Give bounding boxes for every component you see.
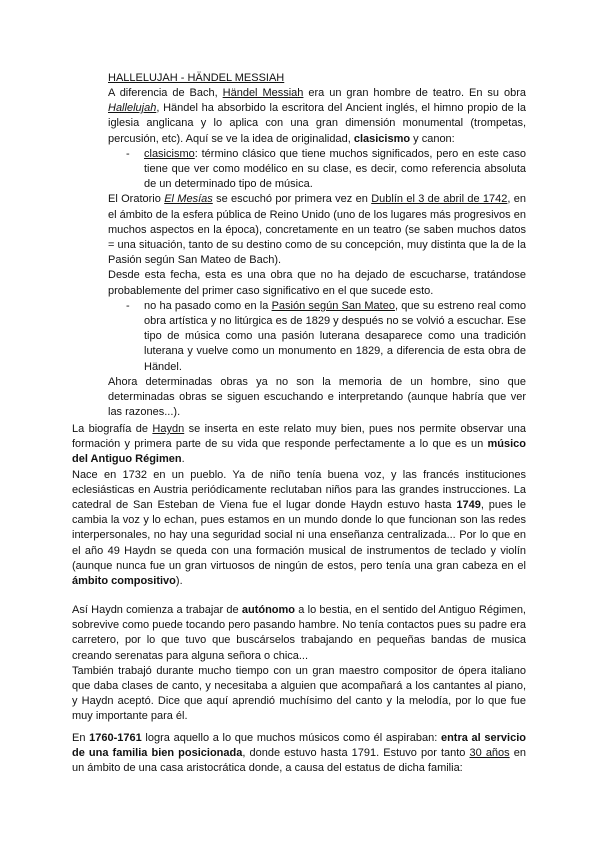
text-run: a lo bestia, en el sentido del Antiguo Régimen, sobrevive como puede tocando pero pasando hambre. No tenía contactos pues su padre era carretero, por lo que tuvo que buscárselos trabajando en pequeñas bandas de musica creando serenatas para alguna señora o chica...	[72, 604, 526, 662]
bold-term: músico del Antiguo Régimen	[72, 438, 526, 466]
work-title-underlined: Händel Messiah	[222, 87, 304, 99]
text-run: La biografía de	[72, 423, 153, 435]
text-run: Así Haydn comienza a trabajar de	[72, 604, 242, 616]
text-run: , donde estuvo hasta 1791. Estuvo por tanto	[242, 747, 470, 760]
text-run: , Händel ha absorbido la escritora del Ancient inglés, el himno propio de la iglesia anglicana y lo aplica con una gran dimensión monumental (trompetas, percusión, etc). Aquí se ve la idea de originalidad,	[108, 102, 526, 145]
text-run: En	[72, 732, 90, 744]
text-run: : término clásico que tiene muchos significados, pero en este caso tiene que ver como modélico en su clase, es decir, como referencia absoluta de un determinado tipo de música.	[144, 147, 526, 191]
bullet-dash: -	[126, 299, 130, 312]
paragraph-autonomo	[72, 603, 526, 664]
text-run: ).	[175, 575, 183, 588]
underlined-term: 30 años	[469, 747, 510, 760]
text-run: era un gran hombre de teatro. En su obra	[303, 87, 527, 99]
underlined-term: clasicismo	[144, 147, 195, 160]
paragraph-nace	[72, 468, 526, 590]
text-run: Nace en 1732 en un pueblo. Ya de niño tenía buena voz, y las francés instituciones eclesiásticas en Austria periódicamente reclutaban niños para las grandes instrucciones. La catedral de San Esteban de Viena fue el lugar donde Haydn estuvo hasta	[72, 468, 526, 512]
bold-term: 1749	[456, 499, 481, 512]
text-run: logra aquello a lo que muchos músicos como él aspiraban:	[141, 732, 441, 744]
bullet-item-pasion	[108, 299, 526, 375]
underlined-date: Dublín el 3 de abril de 1742	[371, 193, 508, 206]
work-title-italic: Hallelujah	[108, 102, 157, 115]
paragraph-1760	[72, 731, 526, 777]
bold-term: ámbito compositivo	[72, 575, 176, 588]
text-run: y canon:	[410, 132, 455, 145]
text-run: , en el ámbito de la esfera pública de Reino Unido (uno de los lugares más progresivos en muchos aspectos en la época), concretamente en un teatro (se saben muchos datos = una situación, tanto de su destino como de su concepción, muy distinta que la de la Pasión según San Mateo de Bach).	[108, 193, 527, 267]
text-run: se escuchó por primera vez en	[212, 193, 372, 206]
bullet-item-clasicismo	[108, 147, 526, 193]
underlined-term: Pasión según San Mateo	[271, 299, 395, 312]
section-title: HALLELUJAH - HÄNDEL MESSIAH	[108, 72, 285, 84]
underlined-name: Haydn	[152, 423, 185, 435]
section-haydn-career	[72, 603, 526, 725]
text-run: en un ámbito de una casa aristocrática donde, a causa del estatus de dicha familia:	[72, 747, 526, 775]
bullet-dash: -	[126, 147, 130, 160]
bold-term: clasicismo	[353, 132, 411, 145]
bold-term: 1760-1761	[89, 732, 142, 744]
work-title-italic: El Mesías	[164, 193, 213, 206]
paragraph-handel-intro	[108, 86, 526, 147]
text-run: , que su estreno real como obra artística y no litúrgica es de 1829 y después no se volvió a escuchar. Ese tipo de música como una pasión luterana desaparece como una tradición luterana y vuelve como un monumento en 1829, a diferencia de esta obra de Händel.	[144, 299, 527, 373]
paragraph-haydn-intro	[72, 422, 526, 468]
bold-term: autónomo	[241, 604, 296, 616]
text-run: A diferencia de Bach,	[108, 87, 223, 99]
text-run: El Oratorio	[108, 193, 165, 206]
text-run: , pues le cambia la voz y lo echan, pues estamos en un mundo donde lo que funcionan son las redes interpersonales, no hay una seguridad social ni una enseñanza centralizada... Por lo que en el año 49 Haydn se queda con una formación musical de instrumentos de teclado y violín (aunque nunca fue un gran virtuosos de ningún de estos, pero tenía una gran cabeza en el	[72, 499, 526, 572]
section-haydn-bio	[72, 422, 526, 589]
text-run: no ha pasado como en la	[144, 299, 272, 312]
section-haydn-service	[72, 731, 526, 777]
text-run: se inserta en este relato muy bien, pues nos permite observar una formación y primera parte de su vida que responde perfectamente a lo que es un	[72, 423, 526, 451]
text-run: .	[181, 453, 185, 466]
paragraph-ahora: Ahora determinadas obras ya no son la memoria de un hombre, sino que determinadas obras se siguen escuchando e interpretando (aunque habría que ver las razones...).	[108, 375, 526, 419]
paragraph-tambien: También trabajó durante mucho tiempo con un gran maestro compositor de ópera italiano que daba clases de canto, y necesitaba a alguien que acompañará a los cantantes al piano, y Haydn aceptó. Dice que aquí aprendió muchísimo del canto y la melodía, por lo que fue muy importante para él.	[72, 664, 526, 723]
paragraph-oratorio	[108, 192, 526, 268]
bold-term: entra al servicio de una familia bien posicionada	[72, 732, 526, 760]
section-handel	[108, 71, 526, 420]
paragraph-desde-esta-fecha: Desde esta fecha, esta es una obra que no ha dejado de escucharse, tratándose probablemente del primer caso significativo en el que sucede esto.	[108, 269, 526, 297]
